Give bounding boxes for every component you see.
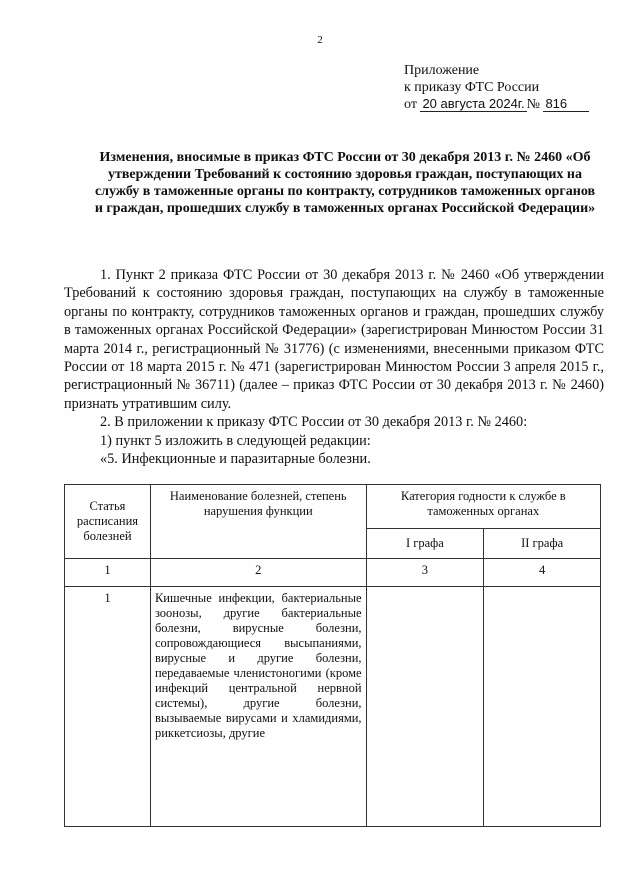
- annex-from-prefix: от: [404, 97, 417, 112]
- column-number-1: 1: [65, 559, 151, 587]
- annex-date-line: [404, 96, 589, 113]
- paragraph-3: 1) пункт 5 изложить в следующей редакции:: [100, 432, 371, 449]
- header-column-1: I графа: [366, 529, 484, 559]
- paragraph-4: «5. Инфекционные и паразитарные болезни.: [100, 451, 371, 468]
- annex-date: 20 августа 2024г.: [422, 96, 525, 111]
- column-number-3: 3: [366, 559, 484, 587]
- annex-order-ref: к приказу ФТС России: [404, 80, 540, 95]
- table-row: [65, 587, 601, 827]
- header-column-2: II графа: [484, 529, 601, 559]
- header-disease-name: Наименование болезней, степень нарушения функции: [150, 485, 366, 559]
- disease-table: [64, 484, 601, 827]
- annex-title: Приложение: [404, 63, 480, 78]
- row-grade-1: [366, 587, 484, 827]
- row-grade-2: [484, 587, 601, 827]
- table-numbering-row: [65, 559, 601, 587]
- document-body: [64, 266, 604, 468]
- row-article: 1: [65, 587, 151, 827]
- column-number-4: 4: [484, 559, 601, 587]
- annex-block: [404, 62, 589, 113]
- annex-number: 816: [543, 97, 589, 112]
- header-fitness-category: Категория годности к службе в таможенных органах: [366, 485, 600, 529]
- row-disease-text: Кишечные инфекции, бактериальные зоонозы, другие бактериальные болезни, вирусные болезни, сопровождающиеся высыпаниями, вирусные и другие болезни, передаваемые членистоногими (кроме инфекций центральной нервной системы), другие болезни, вызываемые вирусами и хламидиями, риккетсиозы, другие: [150, 587, 366, 827]
- page-number: 2: [317, 34, 323, 46]
- column-number-2: 2: [150, 559, 366, 587]
- paragraph-2: 2. В приложении к приказу ФТС России от 30 декабря 2013 г. № 2460:: [100, 414, 528, 431]
- annex-number-sign: №: [526, 97, 540, 112]
- paragraph-1: 1. Пункт 2 приказа ФТС России от 30 декабря 2013 г. № 2460 «Об утверждении Требований к состоянию здоровья граждан, поступающих на службу в таможенные органы по контракту, сотрудников таможенных органов и граждан, прошедших службу в таможенных органах Российской Федерации» (зарегистрирован Минюстом России 31 марта 2014 г., регистрационный № 31776) (с изменениями, внесенными приказом ФТС России от 18 марта 2015 г. № 471 (зарегистрирован Минюстом России 3 апреля 2015 г., регистрационный № 36711) (далее – приказ ФТС России от 30 декабря 2013 г. № 2460) признать утратившим силу.: [64, 267, 604, 412]
- document-title: Изменения, вносимые в приказ ФТС России от 30 декабря 2013 г. № 2460 «Об утверждении Требований к состоянию здоровья граждан, поступающих на службу в таможенные органы по контракту, сотрудников таможенных органов и граждан, прошедших службу в таможенных органах Российской Федерации»: [94, 150, 596, 216]
- header-article: Статья расписания болезней: [65, 485, 151, 559]
- table-header-row: [65, 485, 601, 529]
